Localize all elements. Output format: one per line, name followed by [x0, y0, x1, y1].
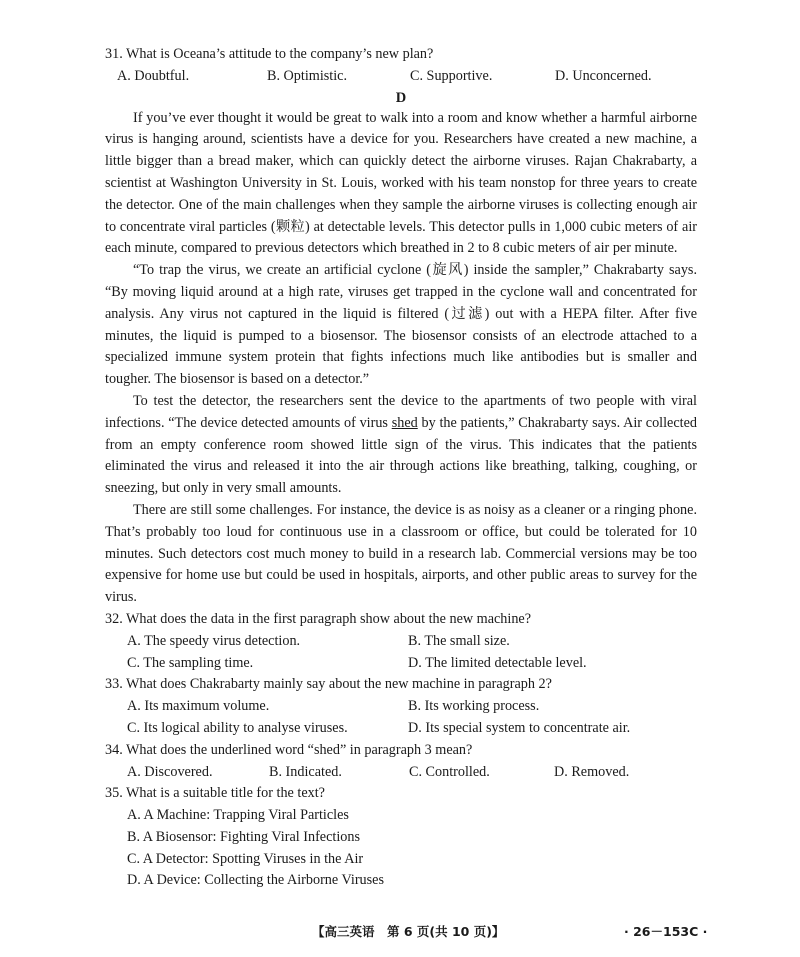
reading-passage: [105, 108, 697, 609]
question-stem: 34. What does the underlined word “shed” in paragraph 3 mean?: [105, 741, 473, 758]
footer-page-info: 【高三英语 第 6 页(共 10 页)】: [312, 924, 505, 939]
paragraph-3: [105, 391, 697, 500]
question-stem: 35. What is a suitable title for the text?: [105, 785, 325, 802]
footer-paper-code: · 26－153C ·: [624, 924, 708, 939]
option-a: A. Discovered.: [127, 763, 213, 780]
option-b: B. Indicated.: [269, 763, 342, 780]
option-b: B. A Biosensor: Fighting Viral Infections: [127, 828, 360, 845]
option-c: C. A Detector: Spotting Viruses in the Air: [127, 850, 364, 867]
question-stem: 31. What is Oceana’s attitude to the company’s new plan?: [105, 46, 434, 62]
exam-page: [105, 44, 697, 892]
paragraph-2: “To trap the virus, we create an artificial cyclone (旋风) inside the sampler,” Chakrabarty says. “By moving liquid around at a high rate, viruses get trapped in the cyclone wall and concentrated for analysis. Any virus not captured in the liquid is filtered (过滤) out with a HEPA filter. After five minutes, the liquid is pumped to a biosensor. The biosensor consists of an electrode attached to a specialized immune system protein that fights infections much like antibodies but is smaller and tougher. The biosensor is based on a detector.”: [105, 262, 697, 388]
option-a: A. The speedy virus detection.: [127, 632, 301, 649]
option-d: D. The limited detectable level.: [408, 654, 587, 671]
option-c: C. The sampling time.: [127, 654, 254, 671]
question-31: [105, 44, 697, 88]
option-a: A. A Machine: Trapping Viral Particles: [127, 807, 349, 824]
option-d: D. Unconcerned.: [555, 67, 652, 84]
answer-options: [105, 762, 697, 784]
answer-options-row-2: [105, 718, 697, 740]
option-c: C. Its logical ability to analyse viruses.: [127, 719, 348, 736]
paragraph-1: If you’ve ever thought it would be great to walk into a room and know whether a harmful airborne virus is hanging around, scientists have a device for you. Researchers have created a new machine, a little bigger than a bread maker, which can quickly detect the airborne viruses. Rajan Chakrabarty, a scientist at Washington University in St. Louis, worked with his team nonstop for three years to create the detector. One of the main challenges when they sample the airborne viruses is collecting enough air to concentrate viral particles (颗粒) at detectable levels. This detector pulls in 1,000 cubic meters of air each minute, compared to previous detectors which breathed in 2 to 8 cubic meters of air per minute.: [105, 109, 697, 257]
question-stem: 33. What does Chakrabarty mainly say about the new machine in paragraph 2?: [105, 676, 552, 693]
option-d: D. Its special system to concentrate air.: [408, 719, 631, 736]
option-b: B. Optimistic.: [267, 67, 348, 84]
question-stem: 32. What does the data in the first paragraph show about the new machine?: [105, 610, 532, 627]
option-b: B. The small size.: [408, 632, 510, 649]
option-c: C. Controlled.: [409, 763, 490, 780]
underlined-word-shed: shed: [391, 414, 418, 431]
question-34: [105, 740, 697, 784]
question-35: [105, 783, 697, 892]
section-heading: D: [395, 89, 407, 106]
option-d: D. Removed.: [554, 763, 630, 780]
option-d: D. A Device: Collecting the Airborne Viruses: [127, 872, 384, 889]
option-c: C. Supportive.: [410, 67, 493, 84]
question-32: [105, 609, 697, 674]
paragraph-3-part-2: by the patients,” Chakrabarty says. Air collected from an empty conference room showed little sign of the virus. This indicates that the patients eliminated the virus and released it into the air through actions like breathing, talking, coughing, or sneezing, but only in very small amounts.: [105, 414, 697, 497]
option-a: A. Doubtful.: [117, 67, 190, 84]
paragraph-4: There are still some challenges. For instance, the device is as noisy as a cleaner or a ringing phone. That’s probably too loud for continuous use in a classroom or office, but could be tolerated for 10 minutes. Such detectors cost much money to build in a research lab. Commercial versions may be too expensive for home use but could be used in hospitals, airports, and other public areas to survey for the virus.: [105, 501, 697, 606]
answer-options-row-1: [105, 696, 697, 718]
option-b: B. Its working process.: [408, 698, 540, 715]
answer-options: [105, 66, 697, 88]
answer-options-row-2: [105, 653, 697, 675]
paragraph-3-part-1: To test the detector, the researchers sent the device to the apartments of two people with viral infections. “The device detected amounts of virus: [105, 392, 697, 431]
question-33: [105, 674, 697, 739]
answer-options-row-1: [105, 631, 697, 653]
option-a: A. Its maximum volume.: [127, 698, 270, 715]
